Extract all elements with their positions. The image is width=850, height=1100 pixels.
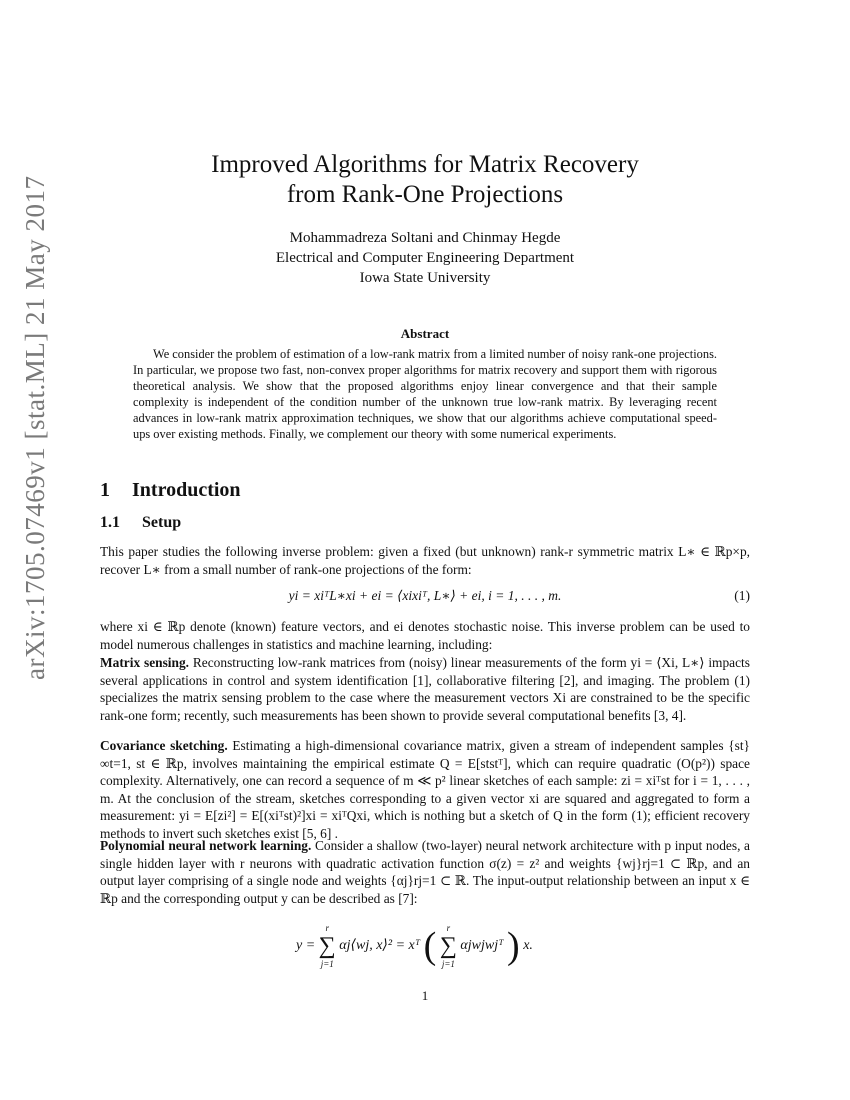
author-department: Electrical and Computer Engineering Department: [275, 250, 575, 266]
setup-paragraph: This paper studies the following inverse problem: given a fixed (but unknown) rank-r symmetric matrix L∗ ∈ ℝp×p, recover L∗ from a small number of rank-one projections of the form:: [100, 544, 750, 577]
polynomial-nn-lead: Polynomial neural network learning.: [100, 838, 312, 853]
subsection-title: Setup: [142, 514, 182, 531]
paragraph-covariance-sketching: [100, 737, 750, 842]
summation-1: [319, 922, 336, 970]
equation-2-inner: αjwjwjᵀ: [460, 938, 504, 954]
right-paren-icon: ): [507, 925, 520, 967]
title-line-1: Improved Algorithms for Matrix Recovery: [211, 151, 639, 178]
subsection-number: 1.1: [100, 514, 120, 531]
page-number: 1: [421, 988, 429, 1003]
arxiv-stamp: arXiv:1705.07469v1 [stat.ML] 21 May 2017: [20, 175, 50, 680]
equation-2-lhs: y =: [296, 938, 316, 954]
paper-title: [100, 150, 750, 210]
section-heading-introduction: [100, 479, 241, 502]
polynomial-nn-text: Consider a shallow (two-layer) neural network architecture with p input nodes, a single hidden layer with r neurons with quadratic activation function σ(z) = z² and weights {wj}rj=1 ⊂ ℝp, and an output layer comprising of a single node and weights {αj}rj=1 ⊂ ℝ. The input-output relationship between an input x ∈ ℝp and the corresponding output y can be described as [7]:: [100, 838, 750, 906]
sum-2-top: r: [446, 923, 451, 933]
abstract-heading: Abstract: [400, 326, 450, 341]
sum-1-bottom: j=1: [320, 959, 334, 969]
equation-2: [100, 922, 750, 972]
covariance-sketching-lead: Covariance sketching.: [100, 738, 228, 753]
subsection-heading-setup: [100, 514, 181, 532]
equation-1-expression: yi = xiᵀL∗xi + ei = ⟨xixiᵀ, L∗⟩ + ei, i = 1, . . . , m.: [288, 588, 562, 603]
matrix-sensing-text: Reconstructing low-rank matrices from (noisy) linear measurements of the form yi = ⟨Xi, L∗⟩ impacts several applications in control and system identification [1], collaborative filtering [2], and imaging. The problem (1) specializes the matrix sensing problem to the case where the measurement vectors Xi are constrained to be the specific rank-one form; recently, such measurements has been shown to provide several computational benefits [3, 4].: [100, 655, 750, 723]
author-university: Iowa State University: [359, 270, 491, 286]
equation-2-mid: αj⟨wj, x⟩² = xᵀ: [339, 938, 421, 954]
equation-2-tail: x.: [523, 938, 533, 954]
abstract-text: We consider the problem of estimation of a low-rank matrix from a limited number of noisy rank-one projections. In particular, we propose two fast, non-convex proper algorithms for matrix recovery and support them with rigorous theoretical analysis. We show that the proposed algorithms enjoy linear convergence and that their sample complexity is independent of the condition number of the unknown true low-rank matrix. By leveraging recent advances in low-rank matrix approximation techniques, we show that our algorithms achieve computational speed-ups over existing methods. Finally, we complement our theory with some numerical experiments.: [133, 347, 717, 441]
equation-1-label: (1): [734, 588, 750, 603]
paragraph-matrix-sensing: [100, 654, 750, 724]
covariance-sketching-text: Estimating a high-dimensional covariance matrix, given a stream of independent samples {st}∞t=1, st ∈ ℝp, involves maintaining the empirical estimate Q = E[ststᵀ], which can require quadratic (O(p²)) space complexity. Alternatively, one can record a sequence of m ≪ p² linear sketches of each sample: zi = xiᵀst for i = 1, . . . , m. At the conclusion of the stream, sketches corresponding to a given vector xi are squared and aggregated to form a measurement: yi = E[zi²] = E[(xiᵀst)²]xi = xiᵀQxi, which is nothing but a sketch of Q in the form (1); efficient recovery methods to invert such sketches exist [5, 6] .: [100, 738, 750, 841]
paragraph-polynomial-nn: [100, 837, 750, 907]
after-equation-paragraph: where xi ∈ ℝp denote (known) feature vectors, and ei denotes stochastic noise. This inverse problem can be used to model numerous challenges in statistics and machine learning, including:: [100, 619, 750, 652]
sigma-2-icon: ∑: [439, 933, 457, 959]
summation-2: [440, 922, 457, 970]
matrix-sensing-lead: Matrix sensing.: [100, 655, 190, 670]
equation-1: [100, 588, 750, 604]
author-names: Mohammadreza Soltani and Chinmay Hegde: [289, 230, 561, 246]
section-number: 1: [100, 479, 110, 501]
left-paren-icon: (: [423, 925, 437, 967]
section-title: Introduction: [132, 479, 241, 501]
author-block: [100, 228, 750, 288]
sum-1-top: r: [325, 923, 329, 933]
sum-2-bottom: j=1: [441, 959, 455, 969]
sigma-1-icon: ∑: [318, 933, 336, 959]
title-line-2: from Rank-One Projections: [286, 181, 564, 208]
